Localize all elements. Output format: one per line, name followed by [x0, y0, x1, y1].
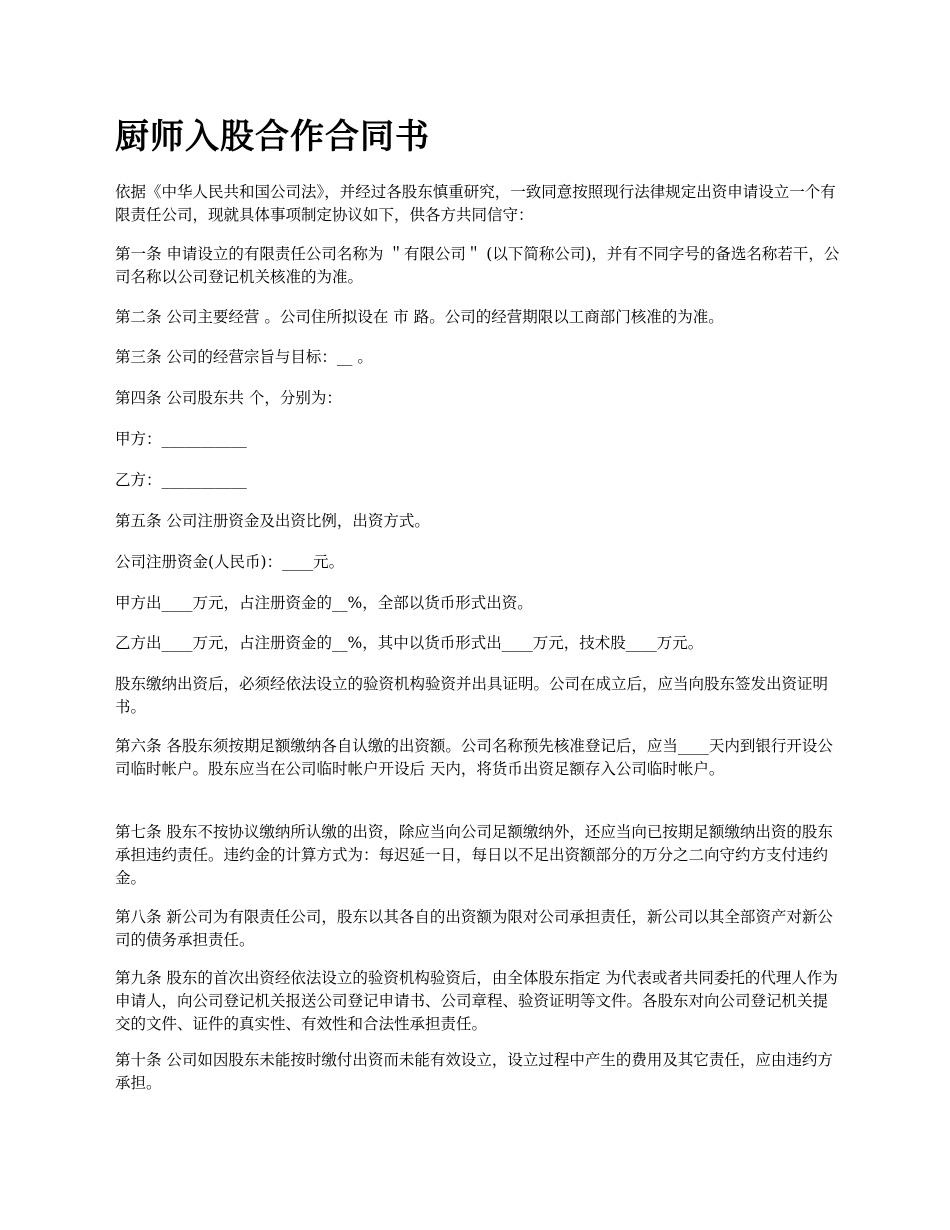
article-1-paragraph: 第一条 申请设立的有限责任公司名称为 ＂有限公司＂ (以下简称公司)，并有不同字号的备选名称若干，公司名称以公司登记机关核准的为准。 [115, 245, 840, 286]
capital-certificate-paragraph: 股东缴纳出资后，必须经依法设立的验资机构验资并出具证明。公司在成立后，应当向股东签发出资证明书。 [115, 675, 829, 716]
party-b-contribution-line: 乙方出____万元，占注册资金的__%，其中以货币形式出____万元，技术股____万元。 [115, 634, 704, 652]
party-b-line: 乙方：___________ [115, 471, 247, 489]
article-5-paragraph: 第五条 公司注册资金及出资比例，出资方式。 [115, 512, 430, 530]
article-2-paragraph: 第二条 公司主要经营 。公司住所拟设在 市 路。公司的经营期限以工商部门核准的为准。 [115, 308, 724, 326]
article-6-paragraph: 第六条 各股东须按期足额缴纳各自认缴的出资额。公司名称预先核准登记后，应当____天内到银行开设公司临时帐户。股东应当在公司临时帐户开设后 天内，将货币出资足额存入公司临时帐户。 [115, 737, 833, 778]
article-3-paragraph: 第三条 公司的经营宗旨与目标：__ 。 [115, 348, 373, 366]
preamble-paragraph: 依据《中华人民共和国公司法》，并经过各股东慎重研究，一致同意按照现行法律规定出资申请设立一个有限责任公司，现就具体事项制定协议如下，供各方共同信守： [115, 183, 836, 224]
article-7-paragraph: 第七条 股东不按协议缴纳所认缴的出资，除应当向公司足额缴纳外，还应当向已按期足额缴纳出资的股东承担违约责任。违约金的计算方式为：每迟延一日，每日以不足出资额部分的万分之二向守约方支付违约金。 [115, 823, 833, 887]
document-title: 厨师入股合作合同书 [115, 117, 430, 157]
party-a-line: 甲方：___________ [115, 430, 247, 448]
party-a-contribution-line: 甲方出____万元，占注册资金的__%，全部以货币形式出资。 [115, 594, 533, 612]
registered-capital-line: 公司注册资金(人民币)：____元。 [115, 553, 345, 571]
article-8-paragraph: 第八条 新公司为有限责任公司，股东以其各自的出资额为限对公司承担责任，新公司以其全部资产对新公司的债务承担责任。 [115, 908, 833, 949]
article-4-paragraph: 第四条 公司股东共 个，分别为： [115, 389, 342, 407]
article-10-paragraph: 第十条 公司如因股东未能按时缴付出资而未能有效设立，设立过程中产生的费用及其它责任，应由违约方承担。 [115, 1051, 833, 1092]
article-9-paragraph: 第九条 股东的首次出资经依法设立的验资机构验资后，由全体股东指定 为代表或者共同委托的代理人作为申请人，向公司登记机关报送公司登记申请书、公司章程、验资证明等文件。各股东对向公司登记机关提交的文件、证件的真实性、有效性和合法性承担责任。 [115, 969, 838, 1033]
